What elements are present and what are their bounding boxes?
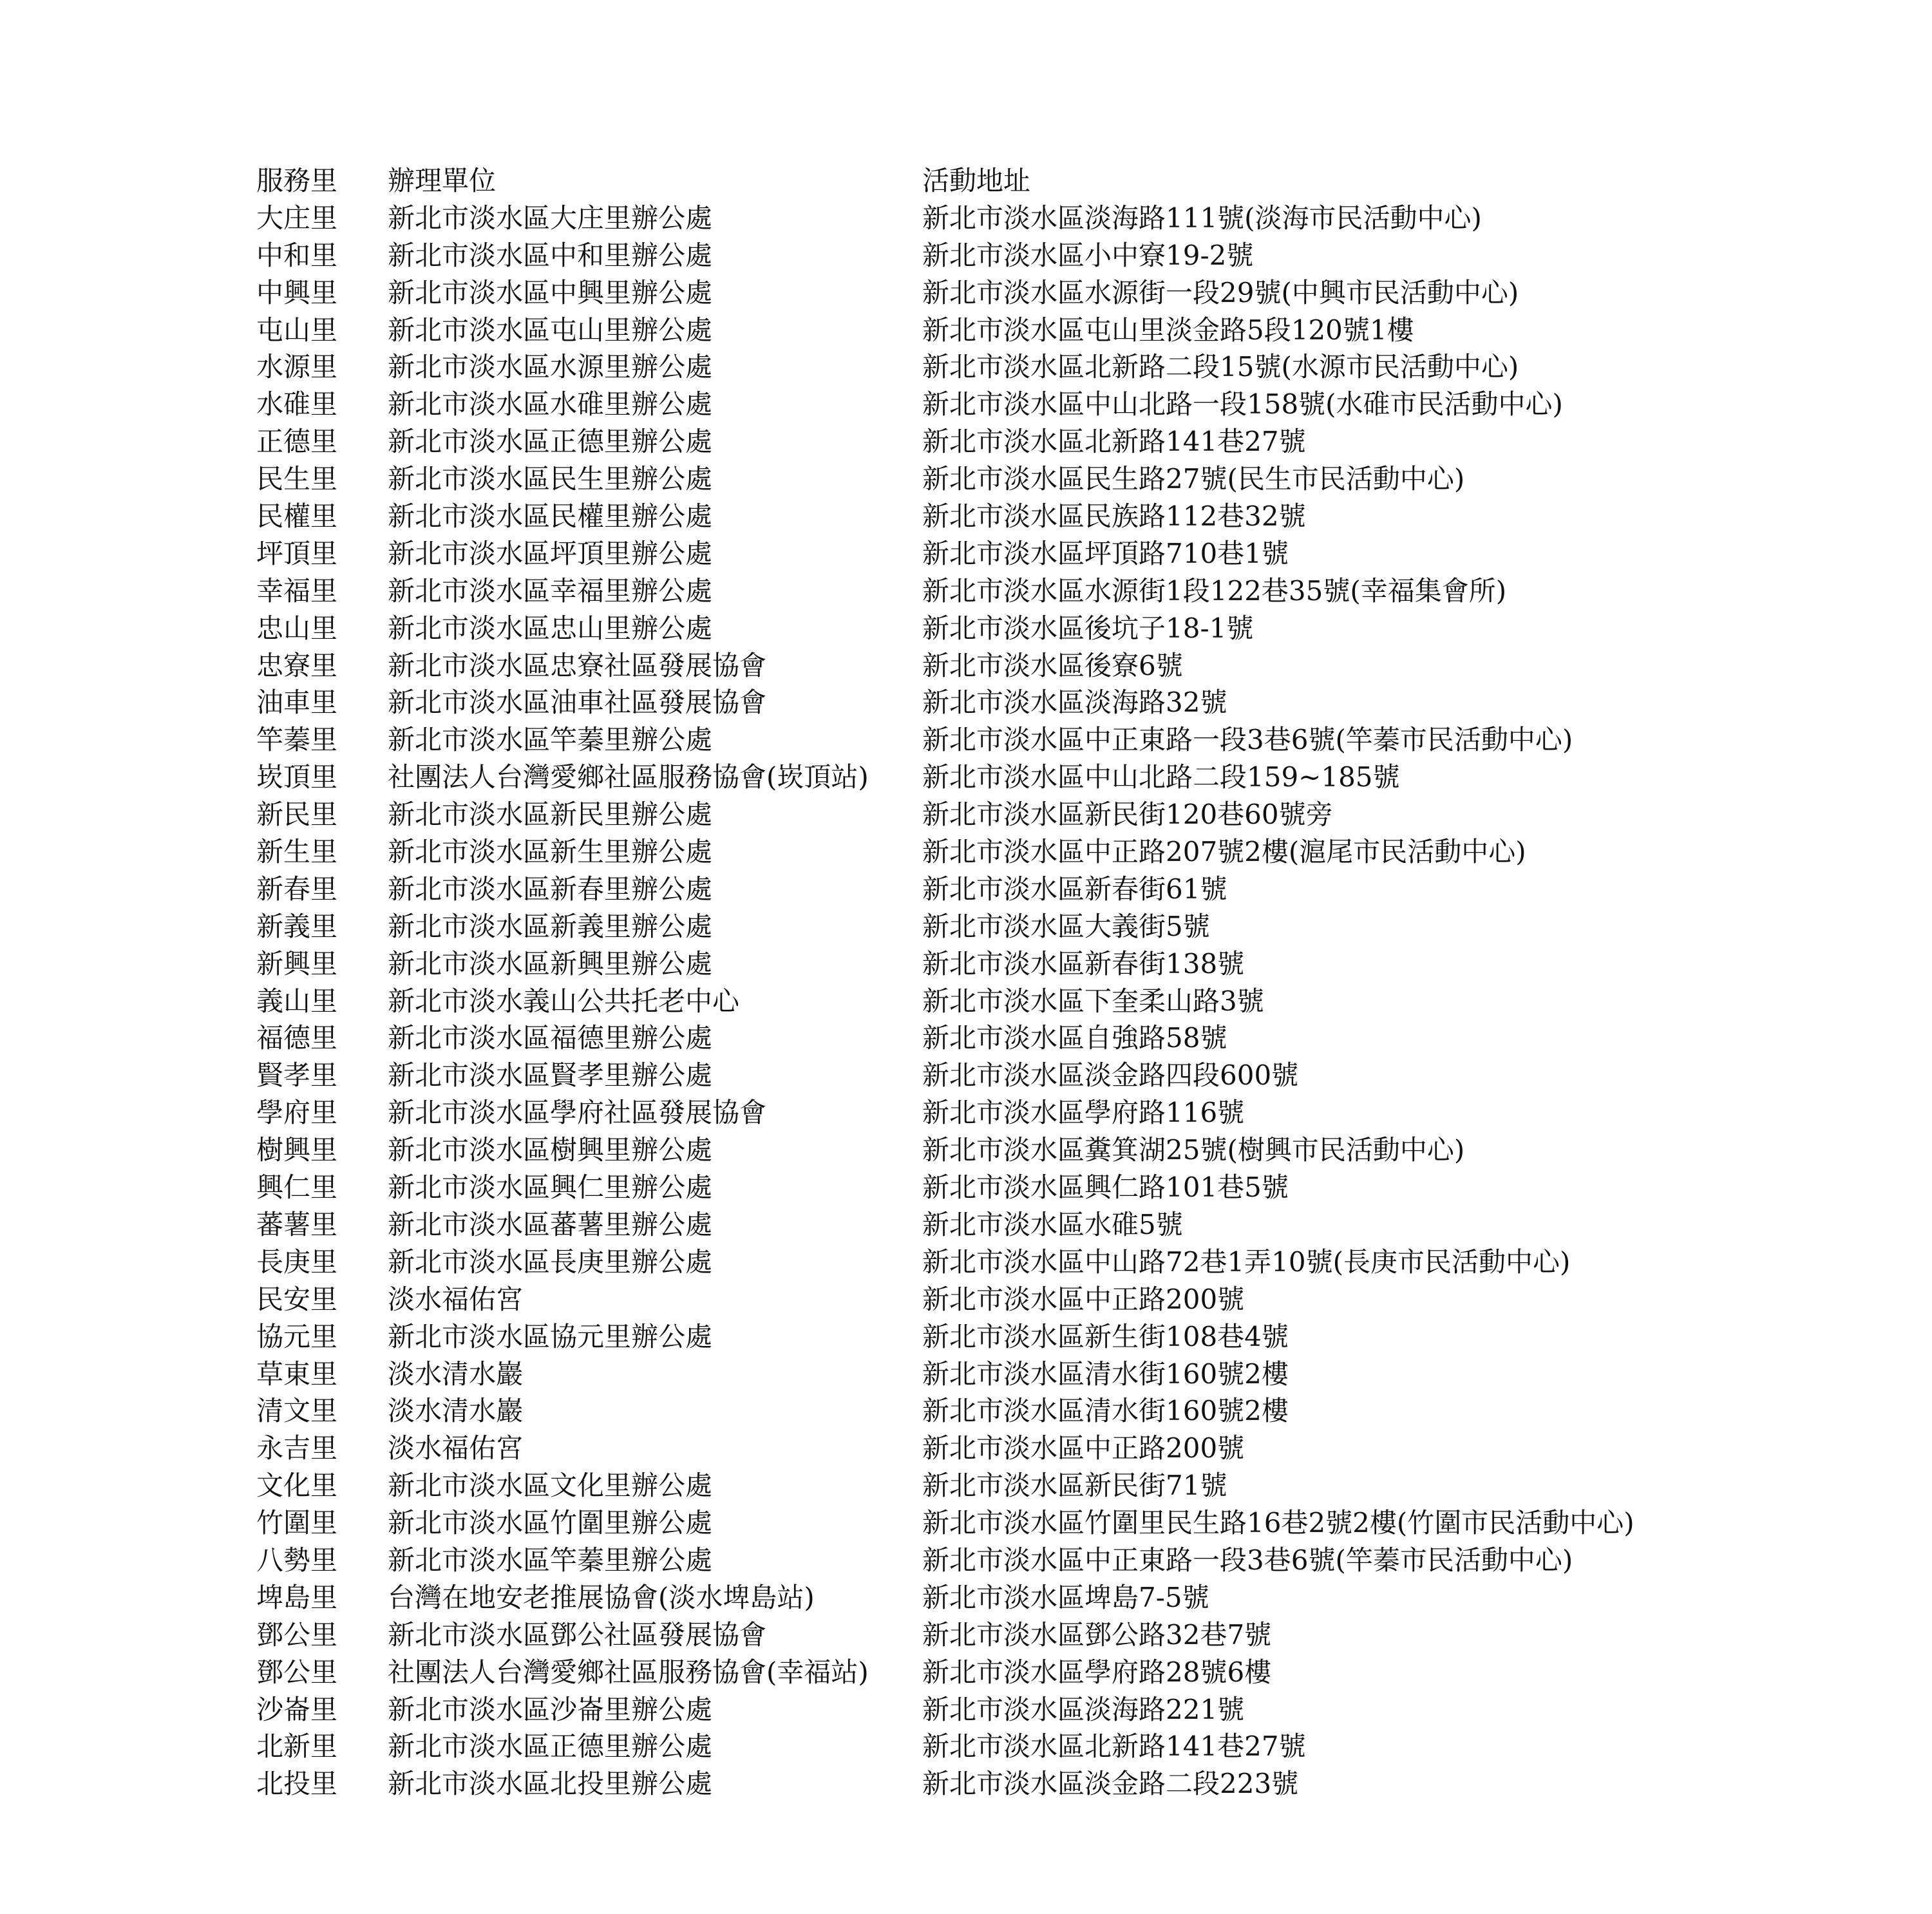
address-cell: 新北市淡水區中正東路一段3巷6號(竿蓁市民活動中心) <box>922 1544 1573 1576</box>
village-cell: 竿蓁里 <box>256 724 338 756</box>
address-cell: 新北市淡水區下奎柔山路3號 <box>922 985 1264 1017</box>
village-cell: 新民里 <box>256 799 338 831</box>
table-row <box>256 871 1634 908</box>
organizer-cell: 新北市淡水區文化里辦公處 <box>388 1470 713 1502</box>
address-cell: 新北市淡水區水源街1段122巷35號(幸福集會所) <box>922 574 1507 607</box>
table-row <box>256 833 1634 871</box>
village-cell: 草東里 <box>256 1358 338 1390</box>
address-cell: 新北市淡水區坪頂路710巷1號 <box>922 537 1289 569</box>
header-organizer: 辦理單位 <box>388 165 497 196</box>
village-cell: 樹興里 <box>256 1134 338 1166</box>
address-cell: 新北市淡水區新生街108巷4號 <box>922 1320 1289 1352</box>
organizer-cell: 新北市淡水區新民里辦公處 <box>388 799 713 831</box>
village-cell: 新生里 <box>256 836 338 868</box>
organizer-cell: 新北市淡水區正德里辦公處 <box>388 426 713 458</box>
village-cell: 蕃薯里 <box>256 1208 338 1240</box>
address-cell: 新北市淡水區水碓5號 <box>922 1208 1183 1240</box>
table-row <box>256 573 1634 610</box>
address-cell: 新北市淡水區淡海路221號 <box>922 1693 1245 1725</box>
table-row <box>256 1169 1634 1206</box>
address-cell: 新北市淡水區埤島7-5號 <box>922 1581 1209 1613</box>
organizer-cell: 淡水清水巖 <box>388 1358 524 1390</box>
organizer-cell: 新北市淡水區興仁里辦公處 <box>388 1171 713 1204</box>
organizer-cell: 新北市淡水區協元里辦公處 <box>388 1320 713 1352</box>
address-cell: 新北市淡水區小中寮19-2號 <box>922 239 1254 271</box>
address-cell: 新北市淡水區中正路200號 <box>922 1432 1245 1464</box>
organizer-cell: 新北市淡水區中興里辦公處 <box>388 276 713 308</box>
village-cell: 文化里 <box>256 1470 338 1502</box>
address-cell: 新北市淡水區清水街160號2樓 <box>922 1395 1289 1427</box>
address-cell: 新北市淡水區後坑子18-1號 <box>922 612 1254 644</box>
organizer-cell: 新北市淡水區水源里辦公處 <box>388 351 713 383</box>
header-address: 活動地址 <box>922 165 1031 196</box>
table-row <box>256 1206 1634 1244</box>
table-row <box>256 1019 1634 1057</box>
organizer-cell: 新北市淡水區忠山里辦公處 <box>388 612 713 644</box>
organizer-cell: 新北市淡水區幸福里辦公處 <box>388 574 713 607</box>
organizer-cell: 新北市淡水區民權里辦公處 <box>388 500 713 533</box>
organizer-cell: 新北市淡水區竿蓁里辦公處 <box>388 1544 713 1576</box>
address-cell: 新北市淡水區清水街160號2樓 <box>922 1358 1289 1390</box>
table-row <box>256 1728 1634 1765</box>
village-cell: 油車里 <box>256 687 338 719</box>
table-row <box>256 1132 1634 1169</box>
village-cell: 八勢里 <box>256 1544 338 1576</box>
address-cell: 新北市淡水區屯山里淡金路5段120號1樓 <box>922 314 1414 346</box>
organizer-cell: 新北市淡水區中和里辦公處 <box>388 239 713 271</box>
address-cell: 新北市淡水區後寮6號 <box>922 649 1183 681</box>
village-cell: 水碓里 <box>256 388 338 421</box>
table-row <box>256 1392 1634 1430</box>
village-cell: 賢孝里 <box>256 1059 338 1092</box>
village-cell: 長庚里 <box>256 1246 338 1278</box>
address-cell: 新北市淡水區淡海路111號(淡海市民活動中心) <box>922 202 1482 234</box>
table-row <box>256 684 1634 721</box>
address-cell: 新北市淡水區新春街61號 <box>922 873 1227 905</box>
village-cell: 北新里 <box>256 1730 338 1763</box>
village-cell: 崁頂里 <box>256 761 338 793</box>
table-row <box>256 1616 1634 1654</box>
table-row <box>256 1281 1634 1318</box>
village-cell: 鄧公里 <box>256 1618 338 1651</box>
table-row <box>256 237 1634 274</box>
table-row <box>256 200 1634 237</box>
village-cell: 中和里 <box>256 239 338 271</box>
address-cell: 新北市淡水區學府路116號 <box>922 1097 1245 1129</box>
table-row <box>256 274 1634 312</box>
address-cell: 新北市淡水區新民街120巷60號旁 <box>922 799 1333 831</box>
village-cell: 埤島里 <box>256 1581 338 1613</box>
village-cell: 沙崙里 <box>256 1693 338 1725</box>
village-cell: 大庄里 <box>256 202 338 234</box>
village-cell: 忠山里 <box>256 612 338 644</box>
organizer-cell: 新北市淡水區坪頂里辦公處 <box>388 537 713 569</box>
village-cell: 義山里 <box>256 985 338 1017</box>
table-row <box>256 721 1634 759</box>
table-row <box>256 945 1634 983</box>
table-row <box>256 386 1634 423</box>
village-cell: 水源里 <box>256 351 338 383</box>
organizer-cell: 新北市淡水區新興里辦公處 <box>388 947 713 980</box>
table-row <box>256 1356 1634 1393</box>
village-cell: 民生里 <box>256 463 338 495</box>
table-row <box>256 1765 1634 1803</box>
table-row <box>256 312 1634 349</box>
organizer-cell: 新北市淡水區水碓里辦公處 <box>388 388 713 421</box>
table-row <box>256 759 1634 796</box>
organizer-cell: 新北市淡水區新春里辦公處 <box>388 873 713 905</box>
organizer-cell: 淡水清水巖 <box>388 1395 524 1427</box>
organizer-cell: 新北市淡水區樹興里辦公處 <box>388 1134 713 1166</box>
table-row <box>256 1654 1634 1691</box>
village-cell: 鄧公里 <box>256 1656 338 1688</box>
address-cell: 新北市淡水區北新路141巷27號 <box>922 1730 1306 1763</box>
table-row <box>256 610 1634 647</box>
address-cell: 新北市淡水區淡海路32號 <box>922 687 1227 719</box>
address-cell: 新北市淡水區學府路28號6樓 <box>922 1656 1272 1688</box>
table-row <box>256 1542 1634 1579</box>
table-row <box>256 1691 1634 1729</box>
organizer-cell: 新北市淡水區竿蓁里辦公處 <box>388 724 713 756</box>
organizer-cell: 新北市淡水區新義里辦公處 <box>388 910 713 942</box>
address-cell: 新北市淡水區中山北路一段158號(水碓市民活動中心) <box>922 388 1563 421</box>
table-row <box>256 1094 1634 1132</box>
table-row <box>256 1579 1634 1616</box>
address-cell: 新北市淡水區竹圍里民生路16巷2號2樓(竹圍市民活動中心) <box>922 1507 1634 1539</box>
organizer-cell: 新北市淡水區賢孝里辦公處 <box>388 1059 713 1092</box>
address-cell: 新北市淡水區中正東路一段3巷6號(竿蓁市民活動中心) <box>922 724 1573 756</box>
organizer-cell: 新北市淡水區竹圍里辦公處 <box>388 1507 713 1539</box>
organizer-cell: 台灣在地安老推展協會(淡水埤島站) <box>388 1581 815 1613</box>
village-cell: 永吉里 <box>256 1432 338 1464</box>
organizer-cell: 新北市淡水區福德里辦公處 <box>388 1022 713 1054</box>
address-cell: 新北市淡水區民族路112巷32號 <box>922 500 1306 533</box>
organizer-cell: 淡水福佑宮 <box>388 1283 524 1315</box>
organizer-cell: 新北市淡水區沙崙里辦公處 <box>388 1693 713 1725</box>
table-body <box>256 200 1634 1803</box>
village-cell: 福德里 <box>256 1022 338 1054</box>
village-cell: 正德里 <box>256 426 338 458</box>
organizer-cell: 淡水福佑宮 <box>388 1432 524 1464</box>
table-header <box>256 162 1634 200</box>
organizer-cell: 新北市淡水區大庄里辦公處 <box>388 202 713 234</box>
table-row <box>256 796 1634 833</box>
village-cell: 中興里 <box>256 276 338 308</box>
table-row <box>256 1504 1634 1542</box>
table-row <box>256 1057 1634 1094</box>
organizer-cell: 新北市淡水區油車社區發展協會 <box>388 687 767 719</box>
village-cell: 協元里 <box>256 1320 338 1352</box>
organizer-cell: 新北市淡水義山公共托老中心 <box>388 985 740 1017</box>
table-row <box>256 908 1634 945</box>
table-row <box>256 498 1634 535</box>
village-cell: 幸福里 <box>256 574 338 607</box>
table-row <box>256 1430 1634 1467</box>
address-cell: 新北市淡水區糞箕湖25號(樹興市民活動中心) <box>922 1134 1465 1166</box>
organizer-cell: 新北市淡水區新生里辦公處 <box>388 836 713 868</box>
table-row <box>256 535 1634 573</box>
village-cell: 北投里 <box>256 1768 338 1800</box>
organizer-cell: 新北市淡水區蕃薯里辦公處 <box>388 1208 713 1240</box>
organizer-cell: 新北市淡水區民生里辦公處 <box>388 463 713 495</box>
organizer-cell: 新北市淡水區正德里辦公處 <box>388 1730 713 1763</box>
address-cell: 新北市淡水區自強路58號 <box>922 1022 1227 1054</box>
table-row <box>256 983 1634 1020</box>
village-cell: 民安里 <box>256 1283 338 1315</box>
address-cell: 新北市淡水區淡金路二段223號 <box>922 1768 1299 1800</box>
village-cell: 新興里 <box>256 947 338 980</box>
village-cell: 學府里 <box>256 1097 338 1129</box>
table-row <box>256 460 1634 498</box>
address-cell: 新北市淡水區興仁路101巷5號 <box>922 1171 1289 1204</box>
village-cell: 新春里 <box>256 873 338 905</box>
address-cell: 新北市淡水區民生路27號(民生市民活動中心) <box>922 463 1465 495</box>
address-cell: 新北市淡水區中正路200號 <box>922 1283 1245 1315</box>
organizer-cell: 社團法人台灣愛鄉社區服務協會(崁頂站) <box>388 761 869 793</box>
address-cell: 新北市淡水區北新路141巷27號 <box>922 426 1306 458</box>
organizer-cell: 新北市淡水區長庚里辦公處 <box>388 1246 713 1278</box>
address-cell: 新北市淡水區北新路二段15號(水源市民活動中心) <box>922 351 1519 383</box>
address-cell: 新北市淡水區中山路72巷1弄10號(長庚市民活動中心) <box>922 1246 1571 1278</box>
organizer-cell: 新北市淡水區忠寮社區發展協會 <box>388 649 767 681</box>
organizer-cell: 新北市淡水區北投里辦公處 <box>388 1768 713 1800</box>
address-cell: 新北市淡水區新春街138號 <box>922 947 1245 980</box>
village-cell: 坪頂里 <box>256 537 338 569</box>
organizer-cell: 新北市淡水區學府社區發展協會 <box>388 1097 767 1129</box>
address-cell: 新北市淡水區中山北路二段159~185號 <box>922 761 1400 793</box>
table-row <box>256 1244 1634 1281</box>
village-cell: 竹圍里 <box>256 1507 338 1539</box>
address-cell: 新北市淡水區鄧公路32巷7號 <box>922 1618 1272 1651</box>
address-cell: 新北市淡水區新民街71號 <box>922 1470 1227 1502</box>
table-row <box>256 348 1634 386</box>
address-cell: 新北市淡水區中正路207號2樓(滬尾市民活動中心) <box>922 836 1526 868</box>
village-cell: 清文里 <box>256 1395 338 1427</box>
village-cell: 忠寮里 <box>256 649 338 681</box>
village-cell: 興仁里 <box>256 1171 338 1204</box>
address-cell: 新北市淡水區大義街5號 <box>922 910 1210 942</box>
organizer-cell: 新北市淡水區屯山里辦公處 <box>388 314 713 346</box>
table-row <box>256 423 1634 460</box>
village-cell: 屯山里 <box>256 314 338 346</box>
organizer-cell: 社團法人台灣愛鄉社區服務協會(幸福站) <box>388 1656 869 1688</box>
address-cell: 新北市淡水區水源街一段29號(中興市民活動中心) <box>922 276 1519 308</box>
table-row <box>256 1318 1634 1356</box>
service-location-table <box>256 162 1634 1803</box>
header-village: 服務里 <box>256 165 338 196</box>
village-cell: 新義里 <box>256 910 338 942</box>
table-row <box>256 1467 1634 1504</box>
address-cell: 新北市淡水區淡金路四段600號 <box>922 1059 1299 1092</box>
village-cell: 民權里 <box>256 500 338 533</box>
table-row <box>256 647 1634 685</box>
organizer-cell: 新北市淡水區鄧公社區發展協會 <box>388 1618 767 1651</box>
